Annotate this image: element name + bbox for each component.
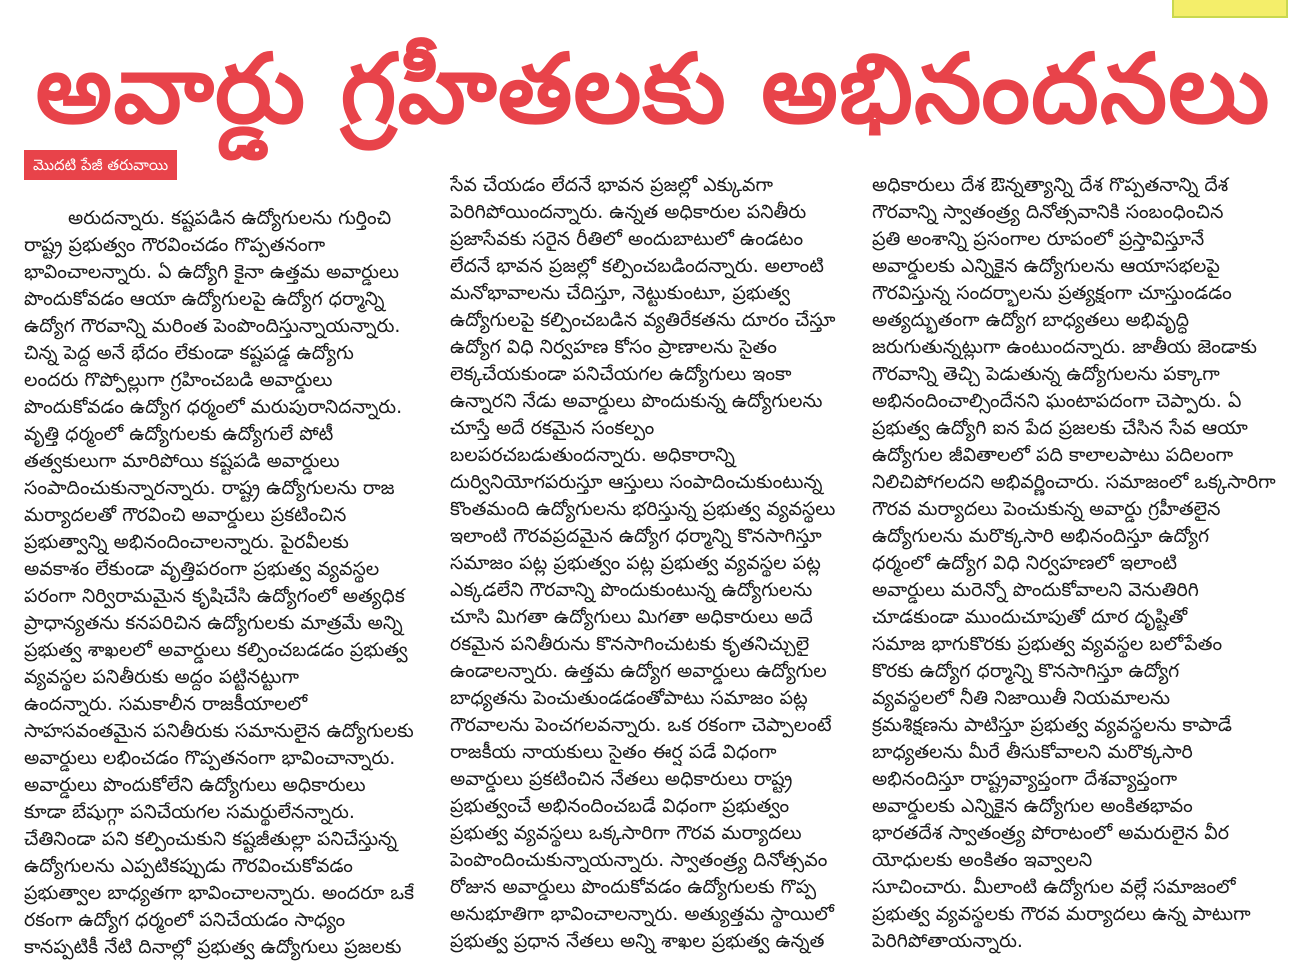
- article-line: వ్యవస్థల పనితీరుకు అద్దం పట్టినట్టుగా: [24, 666, 299, 688]
- article-line: ధర్మంలో ఉద్యోగ విధి నిర్వహణలో ఇలాంటి: [872, 552, 1178, 574]
- article-line: రకమైన పనితీరును కొనసాగించుటకు కృతనిచ్చులై: [450, 633, 810, 655]
- article-line: ప్రభుత్వ వ్యవస్థలు ఒక్కసారిగా గౌరవ మర్యాదలు: [450, 822, 802, 844]
- article-line: సూచించారు. మీలాంటి ఉద్యోగుల వల్లే సమాజంలో: [872, 876, 1236, 898]
- article-line: అవార్డులు పొందుకోలేని ఉద్యోగులు అధికారులు: [24, 774, 366, 796]
- article-line: పొందుకోవడం ఆయా ఉద్యోగులపై ఉద్యోగ ధర్మాన్ని: [24, 288, 385, 310]
- article-line: కానప్పటికీ నేటి దినాల్లో ప్రభుత్వ ఉద్యోగులు ప్రజలకు: [24, 936, 402, 958]
- article-line: ప్రభుత్వాన్ని అభినందించాలన్నారు. పైరవీలకు: [24, 531, 349, 553]
- article-line: క్రమశిక్షణను పాటిస్తూ ప్రభుత్వ వ్యవస్థలను కాపాడే: [872, 714, 1232, 736]
- article-line: సాహసవంతమైన పనితీరుకు సమానులైన ఉద్యోగులకు: [24, 720, 414, 742]
- article-line: లేదనే భావన ప్రజల్లో కల్పించబడిందన్నారు. అలాంటి: [450, 255, 824, 277]
- article-line: పెరిగిపోతాయన్నారు.: [872, 930, 1023, 952]
- article-line: భారతదేశ స్వాతంత్ర్య పోరాటంలో అమరులైన వీర: [872, 822, 1230, 844]
- article-line: ప్రభుత్వ వ్యవస్థలకు గౌరవ మర్యాదలు ఉన్న పాటుగా: [872, 903, 1251, 925]
- article-line: పరంగా నిర్విరామమైన కృషిచేసి ఉద్యోగంలో అత్యధిక: [24, 585, 405, 607]
- article-line: లెక్కచేయకుండా పనిచేయగల ఉద్యోగులు ఇంకా: [450, 363, 792, 385]
- article-line: గౌరవాలను పెంచగలవన్నారు. ఒక రకంగా చెప్పాలంటే: [450, 714, 832, 736]
- article-line: పొందుకోవడం ఉద్యోగ ధర్మంలో మరుపురానిదన్నారు.: [24, 396, 403, 418]
- article-column-2: [450, 172, 855, 955]
- article-line: తత్వకులుగా మారిపోయి కష్టపడి అవార్డులు: [24, 450, 340, 472]
- article-line: పెరిగిపోయిందన్నారు. ఉన్నత అధికారుల పనితీరు: [450, 201, 807, 223]
- article-line: మనోభావాలను చేదిస్తూ, నెట్టుకుంటూ, ప్రభుత్వ: [450, 282, 791, 304]
- article-line: ప్రభుత్వాల బాధ్యతగా భావించాలన్నారు. అందరూ ఒకే: [24, 882, 415, 904]
- article-line: ఉద్యోగులను ఎప్పటికప్పుడు గౌరవించుకోవడం: [24, 855, 353, 877]
- article-line: చూడకుండా ముందుచూపుతో దూర దృష్టితో: [872, 606, 1188, 628]
- article-line: లందరు గొప్పోల్లుగా గ్రహించబడి అవార్డులు: [24, 369, 333, 391]
- article-line: చిన్న పెద్ద అనే భేదం లేకుండా కష్టపడ్డ ఉద్యోగు: [24, 342, 354, 364]
- headline: అవార్డు గ్రహీతలకు అభినందనలు: [35, 33, 1271, 145]
- article-line: గౌరవిస్తున్న సందర్భాలను ప్రత్యక్షంగా చూస్తుండడం: [872, 282, 1232, 304]
- article-line: ఉందన్నారు. సమకాలీన రాజకీయాలలో: [24, 693, 308, 715]
- article-line: ఉద్యోగులను మరొక్కసారి అభినందిస్తూ ఉద్యోగ: [872, 525, 1210, 547]
- article-line: ఉద్యోగుల జీవితాలలో పది కాలాలపాటు పదిలంగా: [872, 444, 1234, 466]
- article-line: వ్యవస్థలలో నీతి నిజాయితీ నియమాలను: [872, 687, 1171, 709]
- article-line: ఇలాంటి గౌరవప్రదమైన ఉద్యోగ ధర్మాన్ని కొనసాగిస్తూ: [450, 525, 822, 547]
- article-line: యోధులకు అంకితం ఇవ్వాలని: [872, 849, 1093, 871]
- article-line: కొరకు ఉద్యోగ ధర్మాన్ని కొనసాగిస్తూ ఉద్యోగ: [872, 660, 1180, 682]
- article-line: ప్రభుత్వ శాఖలలో అవార్డులు కల్పించబడడం ప్రభుత్వ: [24, 639, 408, 661]
- article-line: ఉన్నారని నేడు అవార్డులు పొందుకున్న ఉద్యోగులను: [450, 390, 823, 412]
- article-line: ప్రభుత్వంచే అభినందించబడే విధంగా ప్రభుత్వం: [450, 795, 790, 817]
- article-line: గౌరవాన్ని తెచ్చి పెడుతున్న ఉద్యోగులను పక్కాగా: [872, 363, 1220, 385]
- article-line: అభినందిస్తూ రాష్ట్రవ్యాప్తంగా దేశవ్యాప్తంగా: [872, 768, 1178, 790]
- article-line: చూస్తే అదే రకమైన సంకల్పం: [450, 417, 655, 439]
- article-line: సమాజ భాగుకొరకు ప్రభుత్వ వ్యవస్థల బలోపేతం: [872, 633, 1223, 655]
- article-line: సమాజం పట్ల ప్రభుత్వం పట్ల ప్రభుత్వ వ్యవస్థల పట్ల: [450, 552, 821, 574]
- article-column-3: [872, 172, 1277, 955]
- article-line: గౌరవాన్ని స్వాతంత్ర్య దినోత్సవానికి సంబంధించిన: [872, 201, 1224, 223]
- article-line: ప్రజాసేవకు సరైన రీతిలో అందుబాటులో ఉండటం: [450, 228, 804, 250]
- article-line: కూడా బేషుగ్గా పనిచేయగల సమర్థులేనన్నారు.: [24, 801, 355, 823]
- article-line: మర్యాదలతో గౌరవించి అవార్డులు ప్రకటించిన: [24, 504, 347, 526]
- article-line: రాజకీయ నాయకులు సైతం ఈర్ష పడే విధంగా: [450, 741, 777, 763]
- article-line: అవార్డులు లభించడం గొప్పతనంగా భావించాన్నారు.: [24, 747, 396, 769]
- article-line: సేవ చేయడం లేదనే భావన ప్రజల్లో ఎక్కువగా: [450, 174, 774, 196]
- corner-tab: [1172, 0, 1288, 18]
- article-line: ఎక్కడలేని గౌరవాన్ని పొందుకుంటున్న ఉద్యోగులను: [450, 579, 813, 601]
- article-line: దుర్వినియోగపరుస్తూ ఆస్తులు సంపాదించుకుంటున్న: [450, 471, 823, 493]
- article-line: బాధ్యతలను మీరే తీసుకోవాలని మరొక్కసారి: [872, 741, 1193, 763]
- article-line: అవార్డులకు ఎన్నికైన ఉద్యోగుల అంకితభావం: [872, 795, 1193, 817]
- article-line: ప్రభుత్వ ప్రధాన నేతలు అన్ని శాఖల ప్రభుత్వ ఉన్నత: [450, 930, 825, 952]
- article-line: అవార్డులు ప్రకటించిన నేతలు అధికారులు రాష్ట్ర: [450, 768, 793, 790]
- article-line: రోజున అవార్డులు పొందుకోవడం ఉద్యోగులకు గొప్ప: [450, 876, 817, 898]
- article-line: ఉండాలన్నారు. ఉత్తమ ఉద్యోగ అవార్డులు ఉద్యోగుల: [450, 660, 827, 682]
- article-line: అభినందించాల్సిందేనని ఘంటాపదంగా చెప్పారు. ఏ: [872, 390, 1242, 412]
- article-line: పెంపొందించుకున్నాయన్నారు. స్వాతంత్ర్య దినోత్సవం: [450, 849, 828, 871]
- article-line: అవకాశం లేకుండా వృత్తిపరంగా ప్రభుత్వ వ్యవస్థల: [24, 558, 380, 580]
- article-line: రాష్ట్ర ప్రభుత్వం గౌరవించడం గొప్పతనంగా: [24, 234, 326, 256]
- article-line: ఉద్యోగులపై కల్పించబడిన వ్యతిరేకతను దూరం చేస్తూ: [450, 309, 836, 331]
- article-line: చేతినిండా పని కల్పించుకుని కష్టజీతుల్లా పనిచేస్తున్న: [24, 828, 398, 850]
- article-line: అనుభూతిగా భావించాలన్నారు. అత్యుత్తమ స్థాయిలో: [450, 903, 834, 925]
- article-line: ప్రభుత్వ ఉద్యోగి ఐన పేద ప్రజలకు చేసిన సేవ ఆయా: [872, 417, 1248, 439]
- article-line: ఉద్యోగ విధి నిర్వహణ కోసం ప్రాణాలను సైతం: [450, 336, 777, 358]
- article-line: వృత్తి ధర్మంలో ఉద్యోగులకు ఉద్యోగులే పోటీ: [24, 423, 334, 445]
- article-line: అత్యద్భుతంగా ఉద్యోగ బాధ్యతలు అభివృద్ధి: [872, 309, 1190, 331]
- article-line: బాధ్యతను పెంచుతుండడంతోపాటు సమాజం పట్ల: [450, 687, 808, 709]
- article-line: సంపాదించుకున్నారన్నారు. రాష్ట్ర ఉద్యోగులను రాజ: [24, 477, 395, 499]
- article-line: బలపరచబడుతుందన్నారు. అధికారాన్ని: [450, 444, 735, 466]
- article-line: ప్రాధాన్యతను కనపరిచిన ఉద్యోగులకు మాత్రమే అన్ని: [24, 612, 403, 634]
- article-line: ఉద్యోగ గౌరవాన్ని మరింత పెంపొందిస్తున్నాయన్నారు.: [24, 315, 401, 337]
- article-line: చూసి మిగతా ఉద్యోగులు మిగతా అధికారులు అదే: [450, 606, 813, 628]
- article-line: నిలిచిపోగలదని అభివర్ణించారు. సమాజంలో ఒక్కసారిగా: [872, 471, 1276, 493]
- article-line: కొంతమంది ఉద్యోగులను భరిస్తున్న ప్రభుత్వ వ్యవస్థలు: [450, 498, 836, 520]
- article-line: గౌరవ మర్యాదలు పెంచుకున్న అవార్డు గ్రహీతలైన: [872, 498, 1221, 520]
- article-line: అవార్డులు మరెన్నో పొందుకోవాలని వెనుతిరిగి: [872, 579, 1199, 601]
- article-line: రకంగా ఉద్యోగ ధర్మంలో పనిచేయడం సాధ్యం: [24, 909, 346, 931]
- article-line: ప్రతి అంశాన్ని ప్రసంగాల రూపంలో ప్రస్తావిస్తూనే: [872, 228, 1205, 250]
- article-line: అధికారులు దేశ ఔన్నత్యాన్ని దేశ గొప్పతనాన్ని దేశ: [872, 174, 1229, 196]
- article-line: భావించాలన్నారు. ఏ ఉద్యోగి కైనా ఉత్తమ అవార్డులు: [24, 261, 399, 283]
- continuation-kicker: మొదటి పేజీ తరువాయి: [24, 150, 177, 180]
- article-line: అవార్డులకు ఎన్నికైన ఉద్యోగులను ఆయాసభలపై: [872, 255, 1220, 277]
- article-column-1: [24, 205, 429, 961]
- article-line: జరుగుతున్నట్లుగా ఉంటుందన్నారు. జాతీయ జెండాకు: [872, 336, 1257, 358]
- article-line: అరుదన్నారు. కష్టపడిన ఉద్యోగులను గుర్తించి: [68, 207, 392, 229]
